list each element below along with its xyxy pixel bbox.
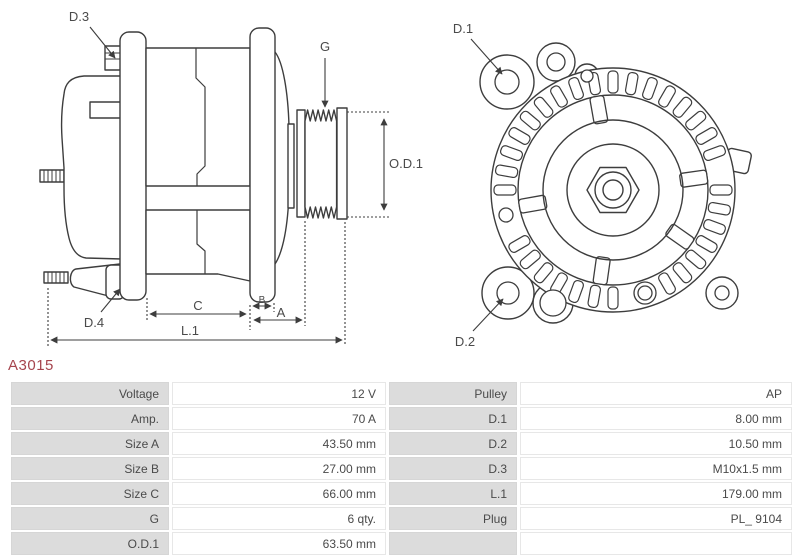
dim-label-b: B [258,295,266,306]
spec-value: 27.00 mm [172,457,386,480]
nose-cone [275,52,289,264]
spec-value: AP [520,382,792,405]
spec-label: Voltage [11,382,169,405]
dim-label-l1: L.1 [180,323,200,338]
spec-value: M10x1.5 mm [520,457,792,480]
hole-d2 [497,282,519,304]
shaft-flange [288,124,294,208]
spec-label: D.3 [389,457,517,480]
spec-value: 6 qty. [172,507,386,530]
spec-label: Size B [11,457,169,480]
spec-label: D.2 [389,432,517,455]
d3-leader-line [90,27,115,58]
spec-table [8,380,795,557]
stud-upper [40,170,64,182]
hole-d1 [495,70,519,94]
spec-value: 179.00 mm [520,482,792,505]
spec-value: 12 V [172,382,386,405]
rear-bracket [120,32,146,300]
front-bracket [250,28,275,302]
table-row [11,457,792,480]
spec-value [520,532,792,555]
dim-label-d4: D.4 [83,315,105,330]
dim-label-g: G [319,39,331,54]
spec-label: Size A [11,432,169,455]
table-row [11,382,792,405]
alternator-side-view [40,27,390,346]
spec-label: Plug [389,507,517,530]
spec-value: 10.50 mm [520,432,792,455]
spec-value: 43.50 mm [172,432,386,455]
spec-label: O.D.1 [11,532,169,555]
spec-label: Size C [11,482,169,505]
spec-label: Amp. [11,407,169,430]
part-number: A3015 [8,357,54,374]
dim-label-d1: D.1 [452,21,474,36]
terminal-block [90,102,122,118]
spec-label [389,532,517,555]
dim-label-d3: D.3 [68,9,90,24]
dim-label-c: C [193,298,203,313]
table-row [11,532,792,555]
pulley [297,108,347,219]
table-row [11,507,792,530]
spec-value: 66.00 mm [172,482,386,505]
dim-label-od1: O.D.1 [389,156,423,171]
spec-label: Pulley [389,382,517,405]
table-row [11,482,792,505]
table-row [11,432,792,455]
stud-lower [44,272,68,283]
table-row [11,407,792,430]
spec-label: G [11,507,169,530]
spec-value: 63.50 mm [172,532,386,555]
alternator-front-view [471,39,752,331]
spec-label: D.1 [389,407,517,430]
stator-top [146,48,250,186]
spec-label: L.1 [389,482,517,505]
spec-value: PL_ 9104 [520,507,792,530]
dim-label-d2: D.2 [454,334,476,349]
dim-label-a: A [276,305,286,320]
spec-value: 70 A [172,407,386,430]
spec-value: 8.00 mm [520,407,792,430]
